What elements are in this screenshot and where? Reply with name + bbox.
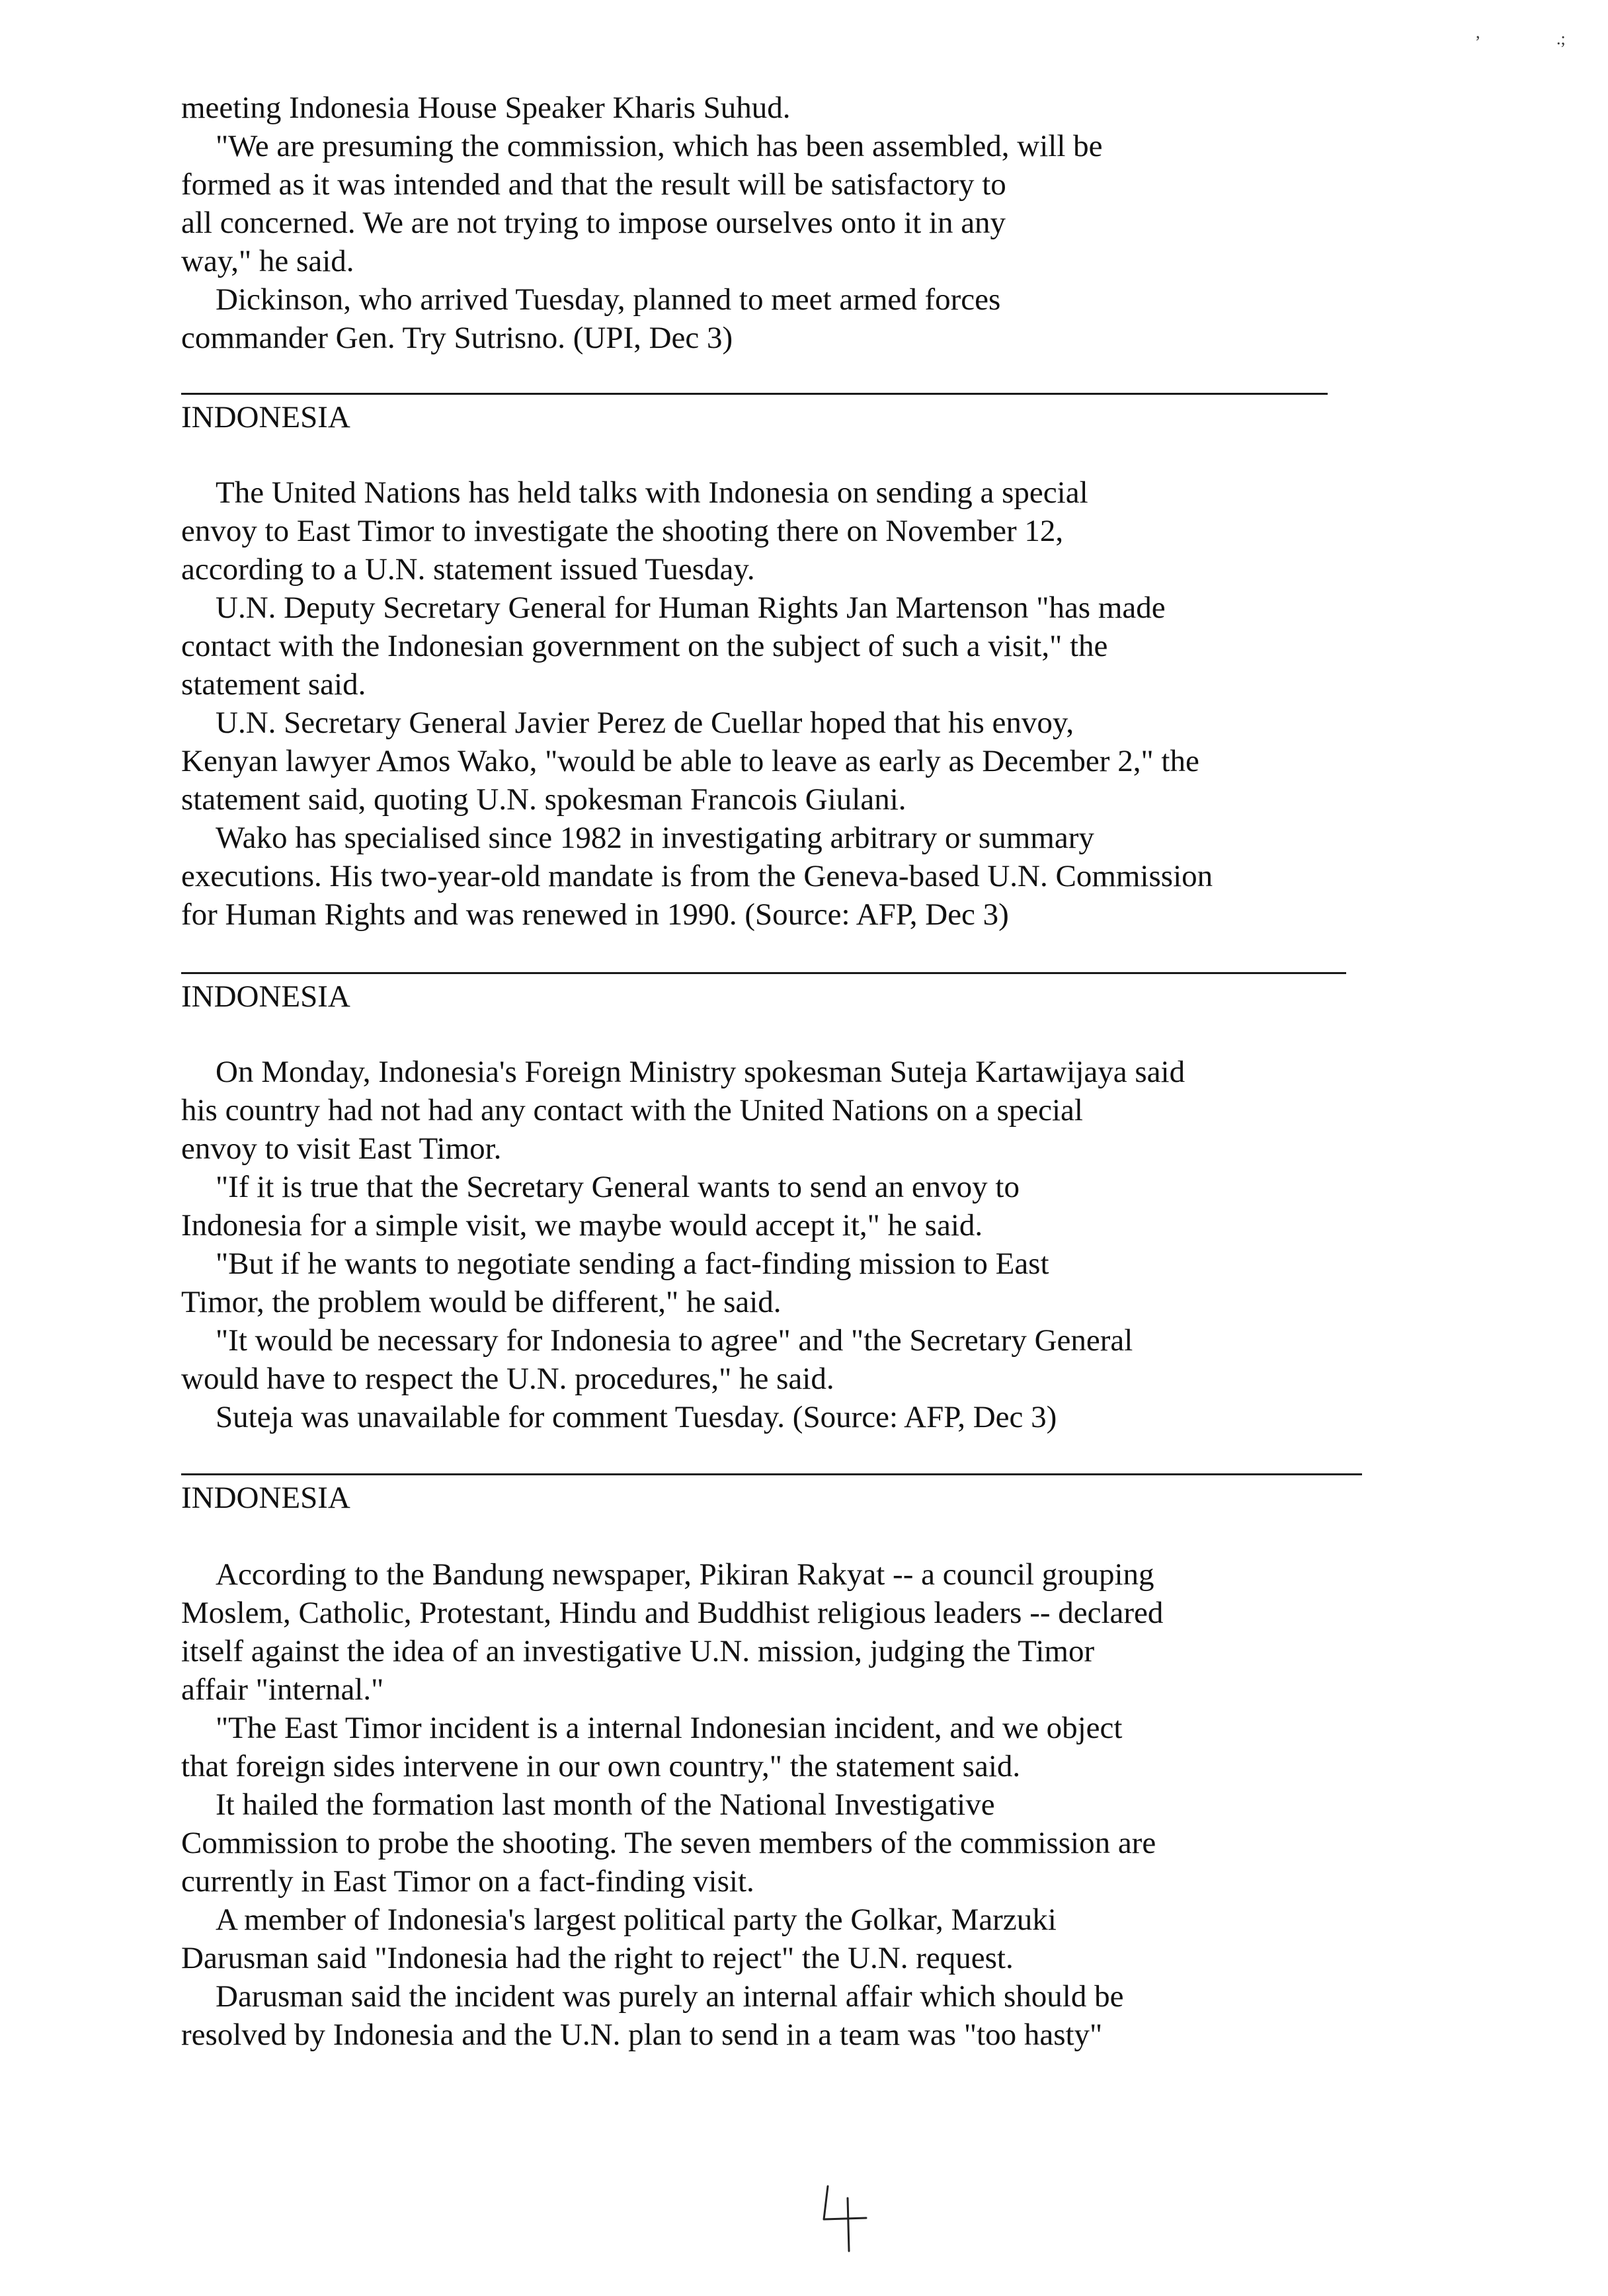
section-divider xyxy=(181,1473,1362,1475)
text-line: According to the Bandung newspaper, Pikiran Rakyat -- a council grouping xyxy=(216,1557,1154,1592)
text-line: way," he said. xyxy=(181,244,354,278)
text-line: Darusman said the incident was purely an internal affair which should be xyxy=(216,1979,1124,2014)
text-line: statement said, quoting U.N. spokesman Francois Giulani. xyxy=(181,782,906,817)
text-line: On Monday, Indonesia's Foreign Ministry spokesman Suteja Kartawijaya said xyxy=(216,1055,1186,1089)
text-line: envoy to visit East Timor. xyxy=(181,1131,502,1166)
text-line: Indonesia for a simple visit, we maybe would accept it," he said. xyxy=(181,1208,983,1243)
section-divider xyxy=(181,972,1346,974)
corner-mark: , xyxy=(1476,22,1480,42)
text-line: itself against the idea of an investigative U.N. mission, judging the Timor xyxy=(181,1634,1095,1668)
section-heading: INDONESIA xyxy=(181,1481,350,1515)
text-line: "We are presuming the commission, which has been assembled, will be xyxy=(216,129,1103,163)
text-line: commander Gen. Try Sutrisno. (UPI, Dec 3) xyxy=(181,321,733,355)
text-line: A member of Indonesia's largest political party the Golkar, Marzuki xyxy=(216,1903,1057,1937)
text-line: envoy to East Timor to investigate the shooting there on November 12, xyxy=(181,514,1064,548)
text-line: that foreign sides intervene in our own country," the statement said. xyxy=(181,1749,1021,1784)
text-line: Commission to probe the shooting. The seven members of the commission are xyxy=(181,1826,1156,1860)
text-line: contact with the Indonesian government on the subject of such a visit," the xyxy=(181,629,1108,663)
text-line: Suteja was unavailable for comment Tuesday. (Source: AFP, Dec 3) xyxy=(216,1400,1057,1434)
text-line: U.N. Secretary General Javier Perez de Cuellar hoped that his envoy, xyxy=(216,706,1074,740)
text-line: statement said. xyxy=(181,667,366,702)
corner-mark: .; xyxy=(1556,29,1566,48)
text-line: meeting Indonesia House Speaker Kharis Suhud. xyxy=(181,91,791,125)
text-line: would have to respect the U.N. procedures," he said. xyxy=(181,1362,834,1396)
text-line: formed as it was intended and that the result will be satisfactory to xyxy=(181,167,1006,202)
text-line: It hailed the formation last month of the National Investigative xyxy=(216,1787,995,1822)
text-line: "If it is true that the Secretary General wants to send an envoy to xyxy=(216,1170,1020,1204)
text-line: executions. His two-year-old mandate is from the Geneva-based U.N. Commission xyxy=(181,859,1213,893)
text-line: Timor, the problem would be different," he said. xyxy=(181,1285,782,1319)
text-line: "It would be necessary for Indonesia to agree" and "the Secretary General xyxy=(216,1323,1133,1358)
text-line: his country had not had any contact with the United Nations on a special xyxy=(181,1093,1083,1128)
section-heading: INDONESIA xyxy=(181,400,350,434)
text-line: Dickinson, who arrived Tuesday, planned to meet armed forces xyxy=(216,282,1001,317)
text-line: Kenyan lawyer Amos Wako, "would be able to leave as early as December 2," the xyxy=(181,744,1199,778)
text-line: U.N. Deputy Secretary General for Human Rights Jan Martenson "has made xyxy=(216,591,1166,625)
text-line: affair "internal." xyxy=(181,1672,384,1707)
page-number xyxy=(819,2182,871,2255)
section-divider xyxy=(181,393,1328,395)
text-line: Darusman said "Indonesia had the right to reject" the U.N. request. xyxy=(181,1941,1014,1975)
text-line: The United Nations has held talks with Indonesia on sending a special xyxy=(216,475,1088,510)
text-line: "The East Timor incident is a internal Indonesian incident, and we object xyxy=(216,1711,1123,1745)
text-line: according to a U.N. statement issued Tuesday. xyxy=(181,552,755,587)
text-line: for Human Rights and was renewed in 1990. (Source: AFP, Dec 3) xyxy=(181,897,1009,932)
handwritten-page-number-icon xyxy=(819,2182,871,2255)
text-line: "But if he wants to negotiate sending a fact-finding mission to East xyxy=(216,1247,1049,1281)
section-heading: INDONESIA xyxy=(181,979,350,1014)
text-line: all concerned. We are not trying to impose ourselves onto it in any xyxy=(181,206,1006,240)
text-line: Moslem, Catholic, Protestant, Hindu and Buddhist religious leaders -- declared xyxy=(181,1596,1164,1630)
text-line: currently in East Timor on a fact-finding visit. xyxy=(181,1864,754,1899)
text-line: Wako has specialised since 1982 in investigating arbitrary or summary xyxy=(216,821,1094,855)
text-line: resolved by Indonesia and the U.N. plan to send in a team was "too hasty" xyxy=(181,2018,1103,2052)
